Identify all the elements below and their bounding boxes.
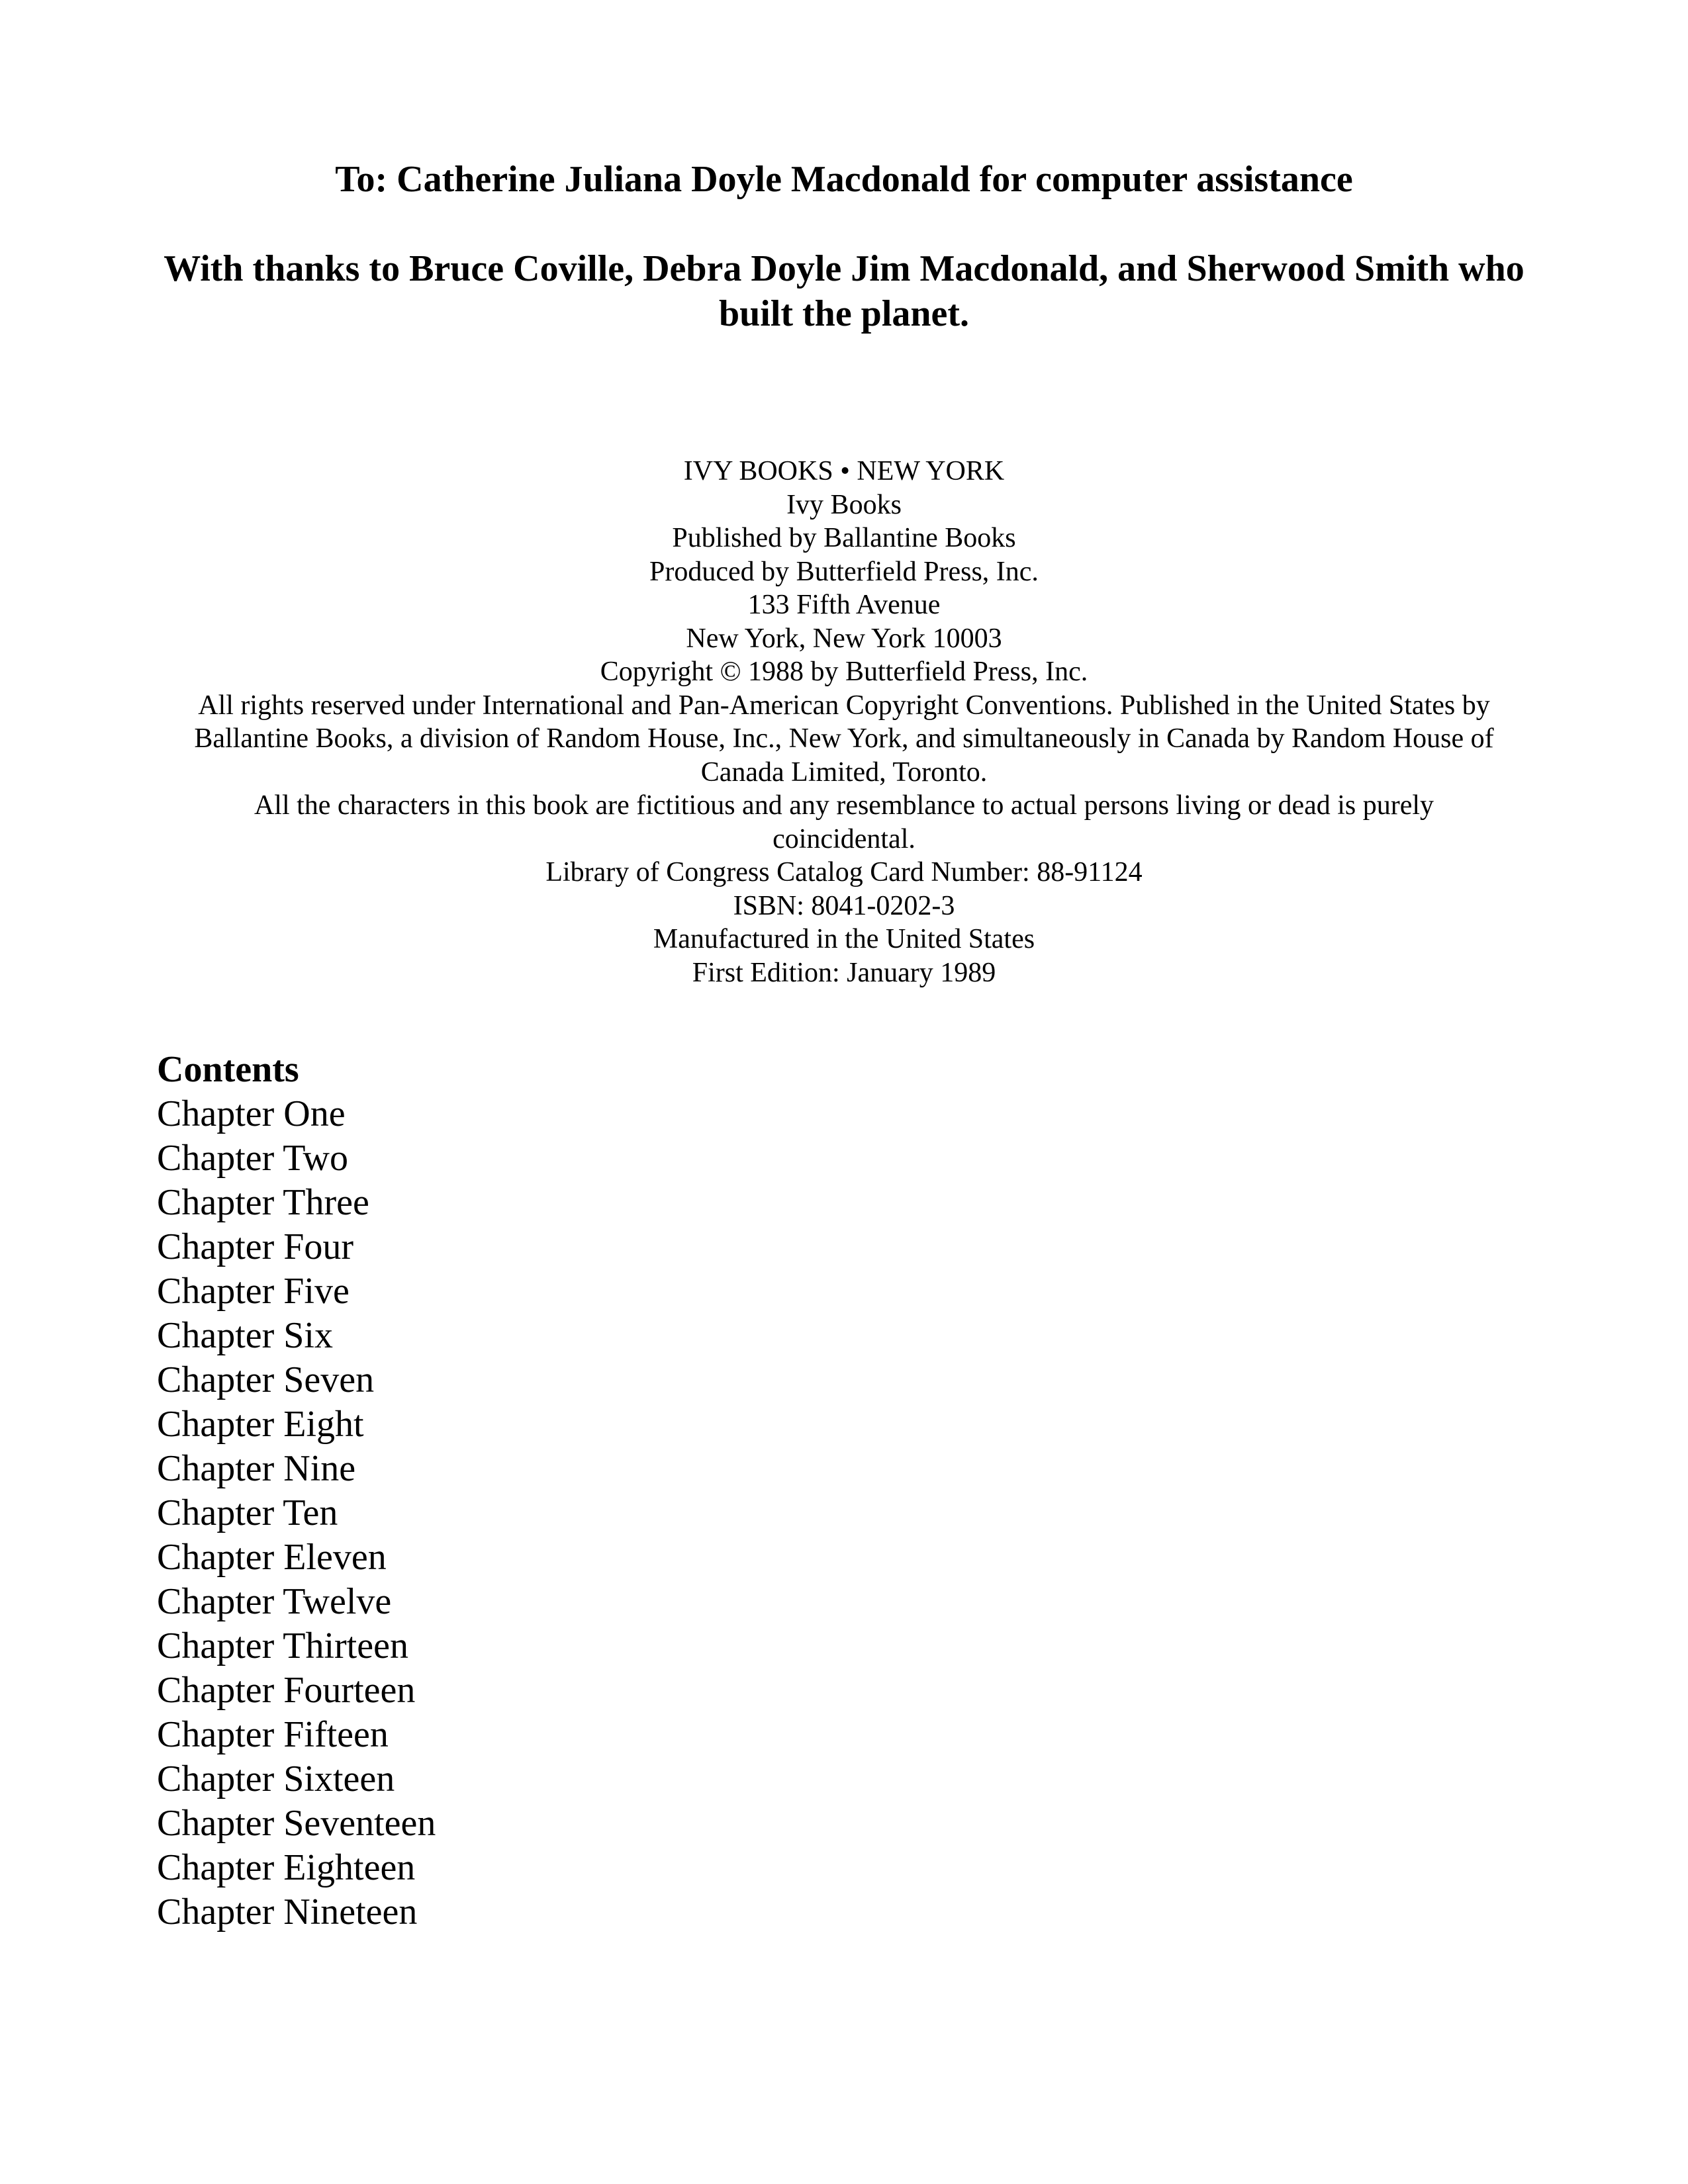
chapter-link-one[interactable]: Chapter One: [157, 1093, 346, 1134]
produced-by-line: Produced by Butterfield Press, Inc.: [649, 556, 1039, 587]
fiction-disclaimer-paragraph: All the characters in this book are fictitious and any resemblance to actual persons living or dead is purely coincidental.: [254, 790, 1434, 854]
published-by-line: Published by Ballantine Books: [672, 523, 1016, 553]
copyright-block: [132, 455, 1556, 989]
imprint-line: IVY BOOKS • NEW YORK: [683, 456, 1005, 486]
address-street: 133 Fifth Avenue: [747, 590, 941, 620]
chapter-link-fourteen[interactable]: Chapter Fourteen: [157, 1670, 416, 1711]
chapter-link-seventeen[interactable]: Chapter Seventeen: [157, 1803, 436, 1844]
chapter-link-three[interactable]: Chapter Three: [157, 1182, 369, 1223]
dedication-thanks-line: With thanks to Bruce Coville, Debra Doyle Jim Macdonald, and Sherwood Smith who built the planet.: [164, 248, 1524, 334]
chapter-link-nine[interactable]: Chapter Nine: [157, 1448, 356, 1489]
chapter-link-five[interactable]: Chapter Five: [157, 1271, 350, 1312]
publisher-name: Ivy Books: [786, 489, 902, 520]
contents-heading: Contents: [157, 1049, 299, 1090]
edition-line: First Edition: January 1989: [692, 957, 996, 988]
chapter-link-seven[interactable]: Chapter Seven: [157, 1359, 375, 1400]
chapter-list: [157, 1092, 951, 1934]
chapter-link-eighteen[interactable]: Chapter Eighteen: [157, 1847, 416, 1888]
chapter-link-eight[interactable]: Chapter Eight: [157, 1404, 364, 1445]
chapter-link-thirteen[interactable]: Chapter Thirteen: [157, 1625, 408, 1666]
chapter-link-fifteen[interactable]: Chapter Fifteen: [157, 1714, 389, 1755]
chapter-link-ten[interactable]: Chapter Ten: [157, 1492, 338, 1533]
manufactured-line: Manufactured in the United States: [653, 924, 1035, 954]
isbn-line: ISBN: 8041-0202-3: [733, 890, 955, 921]
lccn-line: Library of Congress Catalog Card Number: 88-91124: [545, 857, 1143, 887]
chapter-link-sixteen[interactable]: Chapter Sixteen: [157, 1758, 395, 1799]
rights-reserved-paragraph: All rights reserved under International and Pan-American Copyright Conventions. Published in the United States by Ballantine Books, a division of Random House, Inc., New York, and simultaneously in Canada by Random House of Canada Limited, Toronto.: [194, 690, 1494, 788]
address-city: New York, New York 10003: [686, 623, 1002, 654]
chapter-link-eleven[interactable]: Chapter Eleven: [157, 1537, 387, 1578]
chapter-link-six[interactable]: Chapter Six: [157, 1315, 333, 1356]
chapter-link-four[interactable]: Chapter Four: [157, 1226, 354, 1267]
chapter-link-twelve[interactable]: Chapter Twelve: [157, 1581, 392, 1622]
copyright-notice: Copyright © 1988 by Butterfield Press, Inc.: [600, 657, 1088, 687]
table-of-contents: [157, 1048, 951, 1934]
chapter-link-two[interactable]: Chapter Two: [157, 1138, 348, 1179]
chapter-link-nineteen[interactable]: Chapter Nineteen: [157, 1891, 418, 1933]
dedication-to-line: To: Catherine Juliana Doyle Macdonald for computer assistance: [335, 159, 1353, 200]
